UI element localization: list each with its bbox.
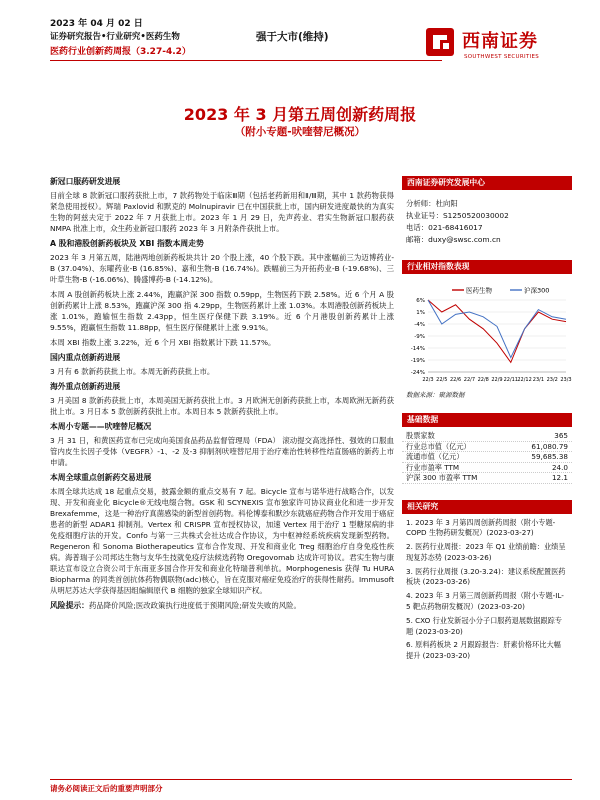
y-tick-label: 1%	[416, 310, 425, 316]
row-key: 流通市值（亿元）	[406, 452, 464, 461]
basic-data-heading: 基础数据	[402, 413, 572, 427]
section-overseas-progress	[50, 381, 394, 417]
related-item[interactable]: 2. 医药行业周报：2023 年 Q1 业绩前瞻：业绩呈现复苏态势 (2023-03-26)	[406, 542, 566, 562]
section-paragraph: 3 月 31 日，和黄医药宣布已完成向美国食品药品监督管理局（FDA） 滚动提交高选择性、强效的口服血管内皮生长因子受体（VEGFR）-1、-2 及-3 抑制剂吠喹替尼用于治疗难治性转移性结直肠癌的新药上市申请。	[50, 436, 394, 467]
x-tick-label: 22/11	[503, 377, 519, 383]
related-item[interactable]: 6. 原料药板块 2 月跟踪报告：肝素价格环比大幅提升 (2023-03-20)	[406, 640, 561, 661]
logo-mark-icon	[424, 26, 456, 58]
y-tick-label: 6%	[416, 298, 425, 304]
section-risk	[50, 600, 394, 611]
y-tick-label: -9%	[414, 334, 425, 340]
row-key: 行业市盈率 TTM	[406, 462, 460, 472]
perf-chart-svg	[402, 278, 572, 388]
y-tick-label: -4%	[414, 322, 425, 328]
row-key: 沪深 300 市盈率 TTM	[406, 473, 478, 482]
y-tick-label: -14%	[410, 346, 425, 352]
section-heading: 海外重点创新药进展	[50, 382, 121, 391]
sidebar	[402, 176, 572, 662]
section-domestic-progress	[50, 352, 394, 377]
related-heading: 相关研究	[402, 500, 572, 514]
footer-disclaimer: 请务必阅读正文后的重要声明部分	[50, 784, 163, 793]
x-tick-label: 22/9	[491, 377, 503, 383]
analyst-name: 分析师：杜向阳	[406, 199, 458, 208]
x-tick-label: 22/6	[449, 377, 462, 383]
section-paragraph: 本周 A 股创新药板块上涨 2.44%，跑赢沪深 300 指数 0.59pp，生物医药下跌 2.58%。近 6 个月 A 股创新药累计上涨 8.53%，跑赢沪深 300 指 4.29pp，生物医药累计上涨 1.03%。本周港股创新药板块上涨 1.01%，跑输恒生指数 2.43pp，恒生医疗保健下跌 3.19%。近 6 个月港股创新药累计上涨 9.55%，跑赢恒生指数 11.88pp，恒生医疗保健累计上涨 9.91%。	[50, 290, 394, 332]
section-heading: 国内重点创新药进展	[50, 353, 121, 362]
section-heading: 本周全球重点创新药交易进展	[50, 473, 152, 482]
report-type: 证券研究报告•行业研究•医药生物	[50, 32, 180, 42]
row-value: 12.1	[551, 473, 568, 482]
section-heading: 风险提示：	[50, 601, 89, 610]
industry-rating: 强于大市(维持)	[256, 31, 329, 43]
table-row	[402, 452, 572, 463]
table-row	[402, 442, 572, 453]
report-date: 2023 年 04 月 02 日	[50, 19, 143, 29]
logo-chinese-name: 西南证券	[462, 31, 538, 52]
section-weekly-topic	[50, 421, 394, 468]
basic-data-table	[402, 431, 572, 484]
x-tick-label: 22/3	[422, 377, 434, 383]
legend-pharma: 医药生物	[466, 286, 492, 295]
row-value: 24.0	[551, 462, 568, 472]
section-market-trend	[50, 238, 394, 348]
row-value: 61,080.79	[531, 441, 568, 451]
y-tick-label: -24%	[410, 370, 425, 376]
y-tick-label: -19%	[410, 358, 425, 364]
report-subtitle: （附小专题-吠喹替尼概况）	[234, 126, 366, 138]
section-heading: 新冠口服药研发进展	[50, 177, 121, 186]
section-heading: A 股和港股创新药板块及 XBI 指数本周走势	[50, 239, 204, 248]
company-logo	[424, 26, 574, 74]
section-paragraph: 药品降价风险;医改政策执行进度低于预期风险;研发失败的风险。	[88, 601, 301, 610]
section-paragraph: 3 月美国 8 款新药获批上市，本周美国无新药获批上市。3 月欧洲无创新药获批上市，本周欧洲无新药获批上市。3 月日本 5 款创新药获批上市。本周日本 5 款新药获批上市。	[50, 396, 394, 416]
section-paragraph: 本周全球共达成 18 起重点交易，披露金额的重点交易有 7 起。Bicycle 宣布与诺华进行战略合作，以发现、开发和商业化 Bicycle®无线电缀合物。GSK 和 SCYNEXIS 宣布独家许可协议商业化和进一步开发 Brexafemme，这是一种治疗真菌感染的新型首创药物。科伦博泰和默沙东就癌症药物合作开发用于癌症患者的新型 ADAR1 抑制剂。Vertex 和 CRISPR 宣布授权协议，加速 Vertex 用于治疗 1 型糖尿病的非免疫细胞疗法的开发。Confo 与第一三共株式会社达成合作协议，为中枢神经系统疾病发现新型药物。Regeneron 和 Sonoma Biotherapeutics 宣布合作发现、开发和商业化 Treg 细胞治疗自身免疫性疾病。海普瑞子公司邦达生物与友华生技就免疫疗法候选药物 Oregovomab 达成许可协议。君实生物与康联达宣布设立合资公司于东南亚多国合作开发和商业化特瑞普利单抗。Morphogenesis 获得 Tu HURA Biopharma 的同类首创抗体药物偶联物(adc)核心，旨在克服对癌症免疫治疗的获得性耐药。Immusoft 从明尼苏达大学获得基因组编辑原代 B 细胞的独家全球知识产权。	[50, 487, 394, 595]
related-item[interactable]: 5. CXO 行业发新冠小分子口服药退展数据跟踪专题 (2023-03-20)	[406, 615, 562, 636]
x-tick-label: 22/8	[477, 377, 489, 383]
table-row	[402, 473, 572, 484]
related-list	[402, 518, 572, 663]
weekly-name: 医药行业创新药周报（3.27-4.2）	[50, 47, 191, 57]
row-key: 行业总市值（亿元）	[406, 441, 471, 451]
header-divider	[50, 60, 442, 61]
x-tick-label: 22/12	[517, 377, 532, 383]
related-item[interactable]: 1. 2023 年 3 月第四周创新药周报（附小专题-COPD 生物药研发概况）(2023-03-27)	[406, 517, 556, 538]
table-row	[402, 431, 572, 442]
section-paragraph: 目前全球 8 款新冠口服药获批上市，7 款药物处于临床Ⅲ期（包括老药新用和Ⅱ/Ⅲ期，其中 1 款药物获得紧急使用授权）。辉瑞 Paxlovid 和默克的 Molnupiravir 已在中国获批上市，国内研发进度最快的为真实生物的阿兹夫定于 2022 年 7 月获批上市。2023 年 1 月 29 日，先声药业、君实生物新冠口服药获 NMPA 批准上市，众生药业新冠口服药 2023 年 3 月附条件获批上市。	[50, 191, 394, 233]
analyst-heading: 西南证券研究发展中心	[402, 176, 572, 190]
related-item[interactable]: 3. 医药行业周报 (3.20-3.24)：建议系统配置医药板块 (2023-03-26)	[406, 566, 566, 587]
x-tick-label: 23/2	[546, 377, 558, 383]
x-tick-label: 22/7	[463, 377, 476, 383]
row-value: 365	[554, 431, 568, 440]
chart-source: 数据来源：聚源数据	[406, 391, 465, 399]
chart-legend	[452, 286, 549, 295]
report-title: 2023 年 3 月第五周创新药周报	[183, 105, 417, 124]
section-paragraph: 3 月有 6 款新药获批上市。本周无新药获批上市。	[50, 367, 215, 376]
row-value: 59,685.38	[531, 452, 568, 461]
footer-divider	[50, 779, 572, 780]
table-row	[402, 463, 572, 474]
section-global-deals	[50, 472, 394, 596]
related-item[interactable]: 4. 2023 年 3 月第三周创新药周报（附小专题-IL-5 靶点药物研发概况）(2023-03-20)	[406, 591, 564, 612]
perf-chart	[402, 278, 572, 388]
section-paragraph: 2023 年 3 月第五周，陆港两地创新药板块共计 20 个股上涨，40 个股下跌。其中涨幅前三为迈博药业-B (37.04%)、东曜药业-B (16.85%)、嘉和生物-B (16.74%)。跌幅前三为开拓药业-B (-19.68%)、三叶草生物-B (-16.06%)、腾盛博药-B (-14.12%)。	[50, 253, 394, 284]
main-content	[50, 176, 394, 611]
analyst-email[interactable]: 邮箱：duxy@swsc.com.cn	[406, 235, 501, 244]
legend-hs300: 沪深300	[524, 286, 550, 295]
analyst-phone: 电话：021-68416017	[406, 223, 483, 232]
row-key: 股票家数	[406, 431, 435, 440]
perf-chart-heading: 行业相对指数表现	[402, 260, 572, 274]
section-covid-oral-drugs	[50, 176, 394, 234]
x-tick-label: 23/3	[560, 377, 572, 383]
x-tick-label: 23/1	[532, 377, 545, 383]
section-heading: 本周小专题——吠喹替尼概况	[50, 422, 152, 431]
logo-english-name: SOUTHWEST SECURITIES	[464, 54, 540, 60]
x-tick-label: 22/5	[436, 377, 448, 383]
section-paragraph: 本周 XBI 指数上涨 3.22%，近 6 个月 XBI 指数累计下跌 11.57%。	[50, 338, 276, 347]
analyst-info	[402, 198, 572, 246]
series-line-pharma	[428, 300, 566, 362]
analyst-license: 执业证号：S1250520030002	[406, 211, 509, 220]
